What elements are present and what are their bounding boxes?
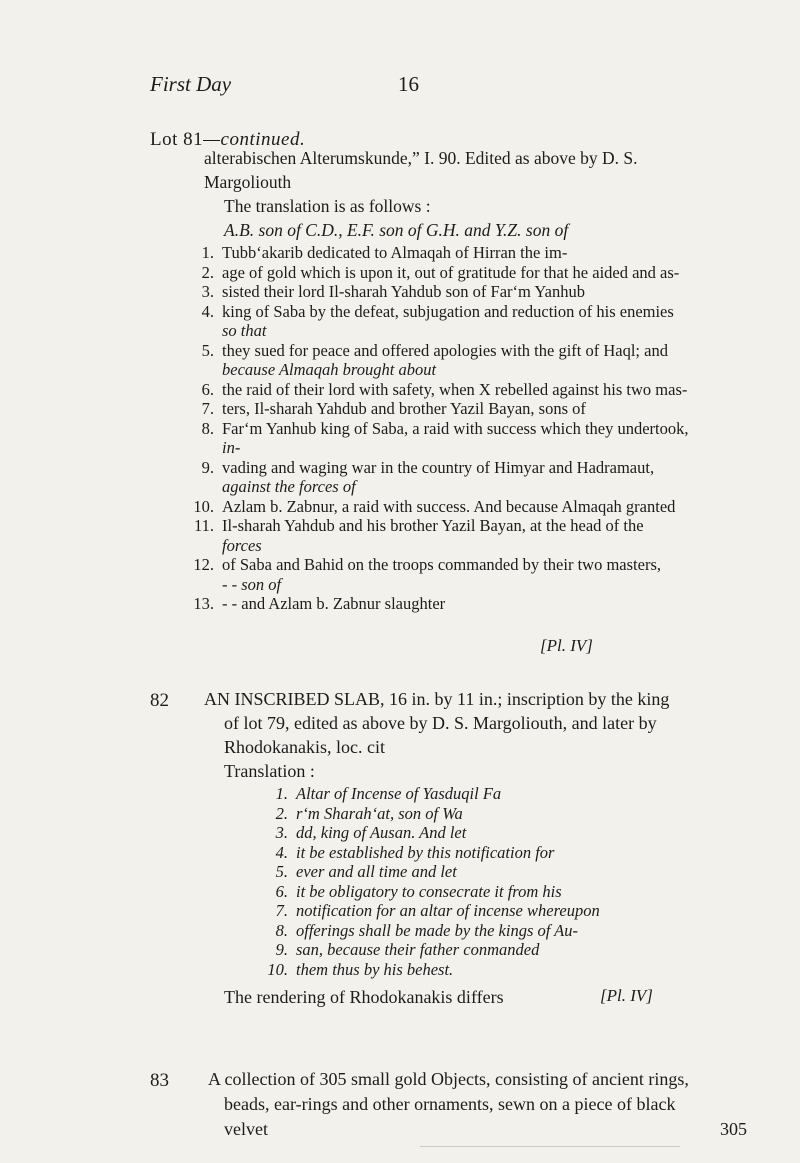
translation-line <box>190 341 770 361</box>
line-number: 9. <box>201 457 214 477</box>
line-number: 8. <box>275 920 288 940</box>
line-number: 2. <box>201 262 214 282</box>
translation-line <box>262 882 772 902</box>
translation-line <box>190 360 770 380</box>
translation-line <box>190 419 770 439</box>
translation-line <box>190 282 770 302</box>
lot-82-number: 82 <box>150 690 169 711</box>
line-text: r‘m Sharah‘at, son of Wa <box>296 803 463 823</box>
translation-line <box>190 594 770 614</box>
line-number: 5. <box>275 862 288 881</box>
line-text: notification for an altar of incense whereupon <box>296 901 600 920</box>
line-number: 7. <box>201 399 214 418</box>
line-text: age of gold which is upon it, out of gratitude for that he aided and as- <box>222 262 680 282</box>
page-number: 16 <box>398 72 419 96</box>
line-number: 11. <box>193 516 214 535</box>
line-text: dd, king of Ausan. And let <box>296 823 467 842</box>
running-head <box>150 72 770 102</box>
line-text: san, because their father conmanded <box>296 940 540 959</box>
line-number: 12. <box>193 555 214 574</box>
line-text: Azlam b. Zabnur, a raid with success. And because Almaqah granted <box>222 496 676 516</box>
lot-82-line1: AN INSCRIBED SLAB, 16 in. by 11 in.; inscription by the king <box>204 689 670 709</box>
line-text: sisted their lord Il-sharah Yahdub son of Far‘m Yanhub <box>222 282 585 301</box>
line-text: Tubb‘akarib dedicated to Almaqah of Hirran the im- <box>222 243 568 262</box>
translation-line <box>190 477 770 497</box>
translation-line <box>262 784 772 804</box>
line-number: 10. <box>193 496 214 516</box>
lot-83-line3: velvet <box>224 1119 268 1139</box>
line-text: the raid of their lord with safety, when X rebelled against his two mas- <box>222 379 688 399</box>
translation-line <box>190 536 770 556</box>
line-number: 10. <box>267 959 288 979</box>
line-number: 3. <box>201 282 214 301</box>
translation-line <box>262 862 772 882</box>
line-text: offerings shall be made by the kings of Au- <box>296 920 578 940</box>
line-text: against the forces of <box>222 477 356 496</box>
lot-83-line2: beads, ear-rings and other ornaments, sewn on a piece of black <box>224 1094 676 1114</box>
lot-81-heading-label: Lot 81 <box>150 129 204 150</box>
translation-line <box>190 243 770 263</box>
lot-82-closing: The rendering of Rhodokanakis differs <box>224 987 504 1007</box>
lot-81-translation-label: The translation is as follows : <box>224 196 431 216</box>
lot-82-line3: Rhodokanakis, loc. cit <box>224 737 385 757</box>
translation-line <box>262 901 772 921</box>
translation-line <box>190 497 770 517</box>
line-text: it be established by this notification for <box>296 842 555 862</box>
lot-83-count: 305 <box>720 1119 747 1139</box>
line-text: forces <box>222 535 262 555</box>
line-number: 1. <box>201 243 214 262</box>
line-number: 3. <box>275 823 288 842</box>
line-number: 6. <box>201 379 214 399</box>
translation-line <box>190 321 770 341</box>
line-text: - - and Azlam b. Zabnur slaughter <box>222 594 446 613</box>
line-number: 1. <box>275 784 288 803</box>
line-number: 9. <box>275 940 288 959</box>
line-number: 7. <box>275 901 288 920</box>
translation-line <box>190 399 770 419</box>
line-text: - - son of <box>222 574 282 594</box>
translation-line <box>190 380 770 400</box>
lot-81-translation-sub: A.B. son of C.D., E.F. son of G.H. and Y.Z. son of <box>224 220 569 240</box>
lot-81-plate-ref: [Pl. IV] <box>540 636 593 655</box>
line-text: ever and all time and let <box>296 862 457 881</box>
line-number: 6. <box>275 881 288 901</box>
running-head-day: First Day <box>150 72 232 96</box>
line-text: ters, Il-sharah Yahdub and brother Yazil Bayan, sons of <box>222 399 586 418</box>
line-text: so that <box>222 321 267 340</box>
line-text: Altar of Incense of Yasduqil Fa <box>296 784 502 803</box>
line-text: they sued for peace and offered apologies with the gift of Haql; and <box>222 340 668 360</box>
translation-line <box>190 516 770 536</box>
translation-line <box>190 575 770 595</box>
line-number: 4. <box>201 301 214 321</box>
line-text: them thus by his behest. <box>296 959 454 979</box>
translation-line <box>190 438 770 458</box>
lot-81-heading-cont: —continued. <box>203 129 306 150</box>
line-number: 8. <box>201 418 214 438</box>
lot-83-line1: A collection of 305 small gold Objects, consisting of ancient rings, <box>208 1069 689 1089</box>
translation-line <box>262 843 772 863</box>
lot-82-translation-label: Translation : <box>224 761 315 781</box>
line-text: vading and waging war in the country of Himyar and Hadramaut, <box>222 457 655 477</box>
line-text: it be obligatory to consecrate it from his <box>296 881 562 901</box>
translation-line <box>190 555 770 575</box>
translation-line <box>190 302 770 322</box>
translation-line <box>190 458 770 478</box>
translation-line <box>262 804 772 824</box>
faint-rule <box>420 1146 680 1147</box>
translation-line <box>262 940 772 960</box>
line-number: 4. <box>275 842 288 862</box>
lot-81-intro-line1: alterabischen Alterumskunde,” I. 90. Edited as above by D. S. <box>204 148 638 168</box>
line-text: of Saba and Bahid on the troops commanded by their two masters, <box>222 555 661 574</box>
translation-line <box>262 921 772 941</box>
lot-82-line2: of lot 79, edited as above by D. S. Margoliouth, and later by <box>224 713 657 733</box>
line-number: 5. <box>201 340 214 360</box>
line-text: in- <box>222 438 241 457</box>
lot-82-translation-lines <box>262 784 772 979</box>
lot-82-plate-ref: [Pl. IV] <box>600 986 653 1005</box>
lot-83-number: 83 <box>150 1070 169 1091</box>
line-number: 2. <box>275 803 288 823</box>
translation-line <box>262 960 772 980</box>
line-text: king of Saba by the defeat, subjugation and reduction of his enemies <box>222 301 674 321</box>
translation-line <box>262 823 772 843</box>
translation-line <box>190 263 770 283</box>
line-text: because Almaqah brought about <box>222 360 437 379</box>
line-text: Il-sharah Yahdub and his brother Yazil Bayan, at the head of the <box>222 516 644 535</box>
lot-81-intro-line2: Margoliouth <box>204 172 292 192</box>
line-number: 13. <box>193 594 214 613</box>
lot-81-translation-lines <box>190 243 770 614</box>
line-text: Far‘m Yanhub king of Saba, a raid with success which they undertook, <box>222 418 689 438</box>
